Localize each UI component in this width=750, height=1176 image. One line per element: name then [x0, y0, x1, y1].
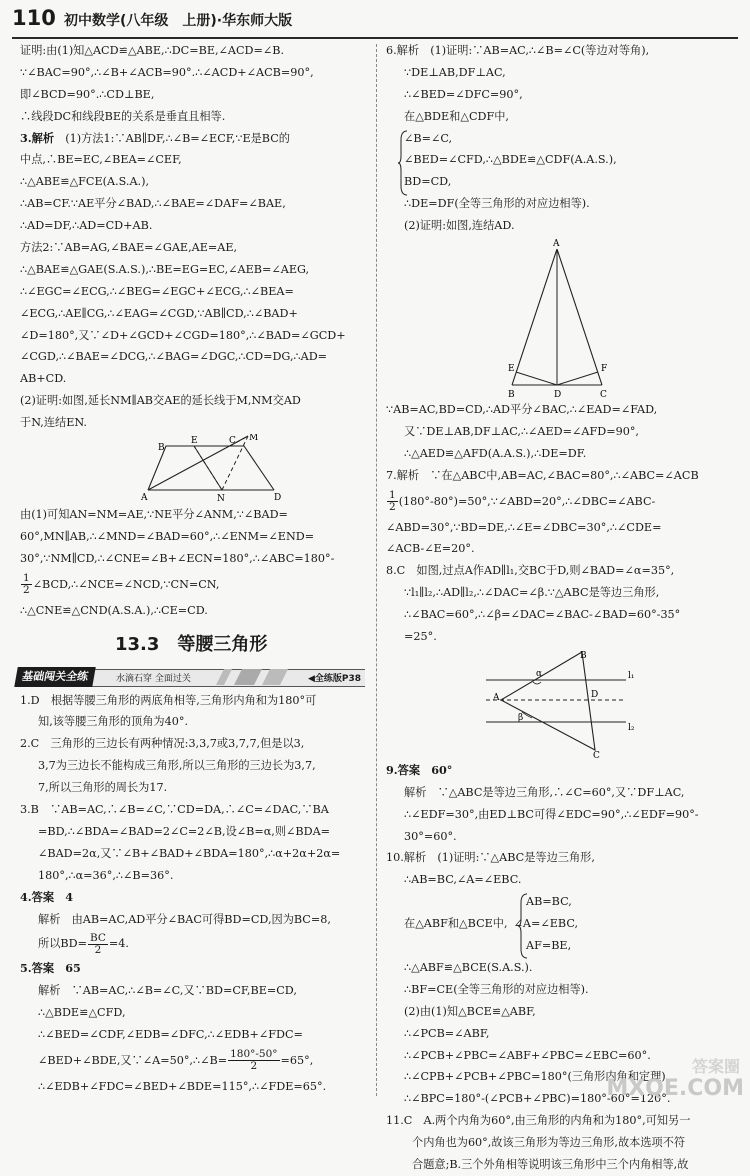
text-line: ∴∠BPC=180°-(∠PCB+∠PBC)=180°-60°=120°. — [404, 1092, 671, 1106]
text-line: 3,7为三边长不能构成三角形,所以三角形的三边长为3,7, — [38, 759, 316, 773]
text-line: ∠CGD,∴∠BAE=∠DCG,∴∠BAG=∠DGC,∴CD=DG,∴AD= — [20, 350, 328, 364]
text-line: 9.答案 60° — [386, 762, 453, 777]
banner-decoration — [210, 667, 290, 687]
text-line: 方法2:∵AB=AG,∠BAE=∠GAE,AE=AE, — [20, 241, 238, 255]
text-line: 解析 ∵△ABC是等边三角形,∴∠C=60°,又∵DF⊥AC, — [404, 785, 685, 799]
text-line: 6.解析 (1)证明:∵AB=AC,∴∠B=∠C(等边对等角), — [386, 44, 650, 57]
text-line: 30°,∵NM∥CD,∴∠CNE=∠B+∠ECN=180°,∴∠ABC=180°- — [20, 551, 335, 565]
column-divider — [376, 44, 377, 1096]
label-C: C — [600, 390, 607, 400]
label-B: B — [508, 390, 515, 400]
label-B: B — [580, 650, 587, 661]
text-line: ∴△CNE≌△CND(A.S.A.),∴CE=CD. — [20, 603, 208, 617]
text-line: 知,该等腰三角形的顶角为40°. — [38, 715, 189, 729]
text-line: ∴△ABE≌△FCE(A.S.A.), — [20, 175, 150, 189]
text-line: 180°,∴α=36°,∴∠B=36°. — [38, 868, 174, 882]
text-span: ∠A=∠EBC, — [513, 917, 579, 931]
text-line — [386, 913, 732, 935]
text-line: 解析 由AB=AC,AD平分∠BAC可得BD=CD,因为BC=8, — [38, 912, 331, 926]
text-line: 10.解析 (1)证明:∵△ABC是等边三角形, — [386, 851, 595, 865]
text-line: ∴AB=BC,∠A=∠EBC. — [404, 873, 522, 887]
fraction: $\frac{BC}{2}$ — [89, 931, 106, 956]
text-line: ∴∠PCB+∠PBC=∠ABF+∠PBC=∠EBC=60°. — [404, 1048, 651, 1062]
text-line — [20, 930, 365, 958]
text-line: ∴△BDE≌△CFD, — [38, 1006, 126, 1020]
label-N: N — [217, 494, 225, 505]
text-line: ∴△BAE≌△GAE(S.A.S.),∴BE=EG=EC,∠AEB=∠AEG, — [20, 262, 310, 276]
text-line: ∴DE=DF(全等三角形的对应边相等). — [404, 197, 590, 211]
text-line: BD=CD, — [404, 175, 452, 189]
label-l2: l₂ — [628, 722, 635, 733]
text-span: 所以BD= — [38, 937, 87, 951]
text-line: 在△BDE和△CDF中, — [404, 109, 509, 123]
text-line: 11.C A.两个内角为60°,由三角形的内角和为180°,可知另一 — [386, 1114, 691, 1128]
text-line: 2.C 三角形的三边长有两种情况:3,3,7或3,7,7,但是以3, — [20, 737, 305, 751]
fraction: $\frac{1}{2}$ — [23, 572, 30, 597]
text-line: ∴AB=CF.∵AE平分∠BAD,∴∠BAE=∠DAF=∠BAE, — [20, 197, 286, 211]
text-span: ∠BCD,∴∠NCE=∠NCD,∵CN=CN, — [32, 577, 220, 591]
figure-parallel-lines — [386, 648, 732, 760]
text-line: ∠D=180°,又∵∠D+∠GCD+∠CGD=180°,∴∠BAD=∠GCD+ — [20, 328, 346, 342]
text-line: ∴△AED≌△AFD(A.A.S.),∴DE=DF. — [404, 446, 587, 460]
text-line: 7.解析 ∵在△ABC中,AB=AC,∠BAC=80°,∴∠ABC=∠ACB — [386, 468, 699, 482]
figure-isosceles — [386, 237, 732, 399]
text-line: (2)证明:如图,连结AD. — [404, 219, 515, 233]
fraction: $\frac{1}{2}$ — [389, 489, 396, 514]
text-line: ∴∠CPB+∠PCB+∠PBC=180°(三角形内角和定理), — [404, 1070, 670, 1084]
text-line: ∴∠BAC=60°,∴∠β=∠DAC=∠BAC-∠BAD=60°-35° — [404, 608, 681, 622]
label-C: C — [229, 436, 236, 447]
left-column — [20, 40, 365, 1098]
section-title: 13.3 等腰三角形 — [115, 633, 268, 655]
text-line: 解析 ∵AB=AC,∴∠B=∠C,又∵BD=CF,BE=CD, — [38, 984, 297, 998]
text-line: 3.B ∵AB=AC,∴∠B=∠C,∵CD=DA,∴∠C=∠DAC,∵BA — [20, 803, 329, 817]
text-line: 5.答案 65 — [20, 961, 81, 976]
text-line: ∴AD=DF,∴AD=CD+AB. — [20, 219, 153, 233]
page-number: 110 — [12, 6, 56, 30]
text-line: =BD,∴∠BDA=∠BAD=2∠C=2∠B,设∠B=α,则∠BDA= — [38, 824, 331, 838]
text-line: AB+CD. — [20, 372, 67, 386]
text-line: (2)证明:如图,延长NM∥AB交AE的延长线于M,NM交AD — [20, 394, 301, 408]
text-line: 由(1)可知AN=NM=AE,∵NE平分∠ANM,∵∠BAD= — [20, 508, 288, 522]
text-line: ∴∠EDB+∠FDC=∠BED+∠BDE=115°,∴∠FDE=65°. — [38, 1079, 327, 1093]
text-line: ∴∠BED=∠DFC=90°, — [404, 87, 523, 101]
page-header — [12, 6, 738, 36]
banner-subtitle: 水滴石穿 全面过关 — [116, 673, 191, 684]
banner-tag: 基础闯关全练 — [14, 667, 96, 687]
header-rule — [12, 37, 738, 39]
text-line: 1.D 根据等腰三角形的两底角相等,三角形内角和为180°可 — [20, 693, 317, 707]
text-line: ∠ACB-∠E=20°. — [386, 542, 475, 556]
label-M: M — [249, 434, 259, 444]
text-line: 个内角也为60°,故该三角形为等边三角形,故本选项不符 — [412, 1136, 686, 1150]
text-span: =4. — [108, 937, 129, 951]
text-span: 在△ABF和△BCE中, — [404, 917, 508, 931]
text-line: ∠ABD=30°,∵BD=DE,∴∠E=∠DBC=30°,∴∠CDE= — [386, 520, 662, 534]
text-line: 中点,∴BE=EC,∠BEA=∠CEF, — [20, 153, 182, 167]
text-line: ∴∠PCB=∠ABF, — [404, 1026, 490, 1040]
text-line — [20, 1046, 365, 1076]
text-line: ∴△ABF≌△BCE(S.A.S.). — [404, 960, 533, 974]
text-line: ∵AB=AC,BD=CD,∴AD平分∠BAC,∴∠EAD=∠FAD, — [386, 403, 658, 417]
text-line: 又∵DE⊥AB,DF⊥AC,∴∠AED=∠AFD=90°, — [404, 424, 639, 438]
label-F: F — [601, 364, 608, 375]
label-D: D — [554, 390, 562, 400]
fraction: $\frac{180^\circ-50^\circ}{2}$ — [230, 1048, 278, 1073]
text-line: ∵∠BAC=90°,∴∠B+∠ACB=90°.∴∠ACD+∠ACB=90°, — [20, 65, 314, 79]
text-line: =25°. — [404, 630, 437, 644]
figure-quadrilateral — [20, 434, 365, 504]
label-l1: l₁ — [628, 670, 635, 681]
watermark-logo: 答案圈 — [691, 1057, 740, 1076]
label-B: B — [158, 443, 165, 454]
question-label: 3.解析 — [20, 130, 55, 145]
figure-svg — [386, 237, 732, 399]
figure-svg — [20, 434, 365, 504]
text-span: (180°-80°)=50°,∵∠ABD=20°,∴∠DBC=∠ABC- — [398, 494, 656, 508]
text-line: 于N,连结EN. — [20, 416, 87, 430]
text-line: 30°=60°. — [404, 829, 457, 843]
text-line: 60°,MN∥AB,∴∠MND=∠BAD=60°,∴∠ENM=∠END= — [20, 529, 315, 543]
system-of-conditions — [386, 128, 732, 194]
text-line: ∵l₁∥l₂,∴AD∥l₂,∴∠DAC=∠β.∵△ABC是等边三角形, — [404, 586, 660, 600]
text-line: ∠B=∠C, — [404, 131, 453, 145]
text-span: ∠BED+∠BDE,又∵∠A=50°,∴∠B= — [38, 1053, 228, 1067]
text-line: 合题意;B.三个外角相等说明该三角形中三个内角相等,故 — [412, 1157, 689, 1171]
question-3-heading — [20, 128, 365, 150]
label-alpha: α — [536, 668, 543, 679]
text-line: ∵DE⊥AB,DF⊥AC, — [404, 65, 506, 79]
text-line: ∠BAD=2α,又∵∠B+∠BAD+∠BDA=180°,∴α+2α+2α= — [38, 846, 341, 860]
text-line: ∴线段DC和线段BE的关系是垂直且相等. — [20, 109, 226, 123]
text-line — [20, 570, 365, 600]
practice-banner — [20, 664, 365, 690]
label-A: A — [141, 493, 148, 504]
text-line: 7,所以三角形的周长为17. — [38, 781, 168, 795]
label-E: E — [191, 436, 198, 447]
brace — [398, 130, 408, 196]
label-A: A — [493, 692, 500, 703]
system-of-conditions — [386, 891, 732, 957]
text-line — [386, 487, 732, 517]
text-line: 8.C 如图,过点A作AD∥l₁,交BC于D,则∠BAD=∠α=35°, — [386, 564, 675, 578]
text-line: ∠ECG,∴AE∥CG,∴∠EAG=∠CGD,∵AB∥CD,∴∠BAD+ — [20, 306, 298, 320]
text-line: ∴∠EGC=∠ECG,∴∠BEG=∠EGC+∠ECG,∴∠BEA= — [20, 284, 294, 298]
text-line: ∴∠BED=∠CDF,∠EDB=∠DFC,∴∠EDB+∠FDC= — [38, 1028, 303, 1042]
label-beta: β — [518, 712, 524, 723]
text-line: ∠BED=∠CFD,∴△BDE≌△CDF(A.A.S.), — [404, 153, 617, 167]
text-line: 证明:由(1)知△ACD≌△ABE,∴DC=BE,∠ACD=∠B. — [20, 44, 285, 57]
right-column — [386, 40, 732, 1176]
label-D: D — [274, 493, 282, 504]
book-title: 初中数学(八年级 上册)·华东师大版 — [64, 13, 293, 29]
text-line: ∴BF=CE(全等三角形的对应边相等). — [404, 982, 589, 996]
text-span: =65°, — [280, 1053, 314, 1067]
banner-reference: ◀全练版P38 — [307, 673, 361, 684]
text-span: (1)方法1:∵AB∥DF,∴∠B=∠ECF,∵E是BC的 — [65, 131, 290, 145]
label-E: E — [508, 364, 515, 375]
text-line: (2)由(1)知△BCE≌△ABF, — [404, 1004, 536, 1018]
text-line: ∴∠EDF=30°,由ED⊥BC可得∠EDC=90°,∴∠EDF=90°- — [404, 807, 699, 821]
watermark: MXQE.COM — [606, 1076, 744, 1101]
text-line: 即∠BCD=90°.∴CD⊥BE, — [20, 87, 155, 101]
label-D: D — [591, 689, 599, 700]
figure-svg — [386, 648, 732, 760]
brace — [518, 893, 528, 959]
label-C: C — [593, 750, 600, 760]
text-line: AB=BC, — [526, 895, 572, 909]
label-A: A — [553, 239, 560, 250]
section-heading — [20, 622, 365, 664]
text-line: 4.答案 4 — [20, 889, 74, 904]
text-line: AF=BE, — [526, 939, 572, 953]
